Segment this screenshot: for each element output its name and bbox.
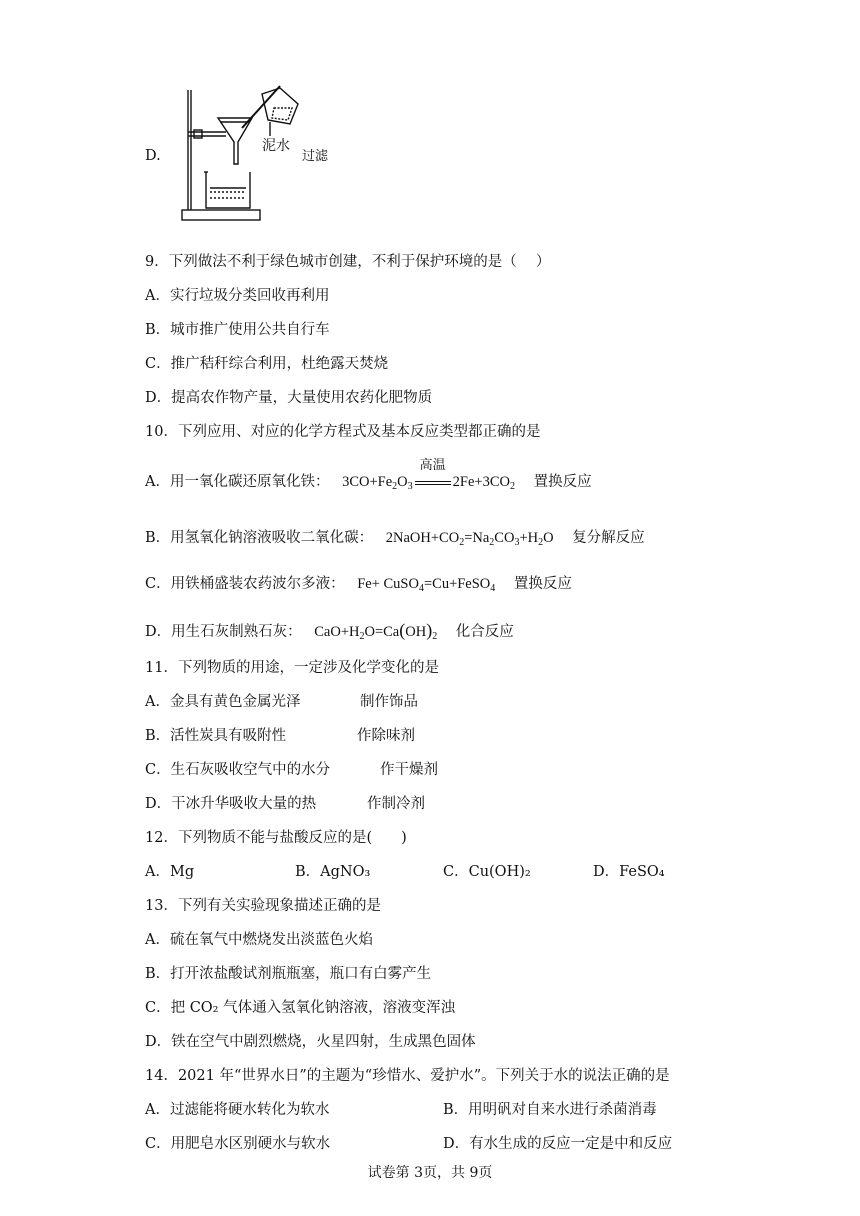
equation-c: Fe+ CuSO$_4$=Cu+FeSO$_4$ — [357, 576, 496, 594]
muddy-water-label: 泥水 — [262, 138, 290, 154]
q10-a-reaction-type: 置换反应 — [533, 474, 592, 490]
q10-option-a: A．用一氧化碳还原氧化铁： $3CO+Fe_2O_3$ 高温 $2Fe+3CO_2$ 置换反应 — [145, 457, 592, 492]
q9-option-a: A．实行垃圾分类回收再利用 — [145, 288, 330, 304]
q12-option-d: D．FeSO₄ — [593, 864, 665, 880]
q12-option-c: C．Cu(OH)₂ — [443, 864, 531, 880]
q13-stem: 13．下列有关实验现象描述正确的是 — [145, 898, 381, 914]
q14-option-b: B．用明矾对自来水进行杀菌消毒 — [443, 1102, 657, 1118]
funnel — [218, 118, 252, 164]
filtration-apparatus-diagram — [180, 84, 340, 226]
q9-stem: 9．下列做法不利于绿色城市创建，不利于保护环境的是（ ） — [145, 254, 551, 270]
q13-option-d: D．铁在空气中剧烈燃烧，火星四射，生成黑色固体 — [145, 1034, 476, 1050]
q12-option-b: B．AgNO₃ — [295, 864, 371, 880]
q14-stem: 14．2021 年“世界水日”的主题为“珍惜水、爱护水”。下列关于水的说法正确的是 — [145, 1068, 670, 1084]
q14-option-c: C．用肥皂水区别硬水与软水 — [145, 1136, 331, 1152]
q10-option-b: B．用氢氧化钠溶液吸收二氧化碳： $2NaOH+CO_2=Na_2CO_3+H_2O$ 复分解反应 — [145, 530, 645, 548]
q10-stem: 10．下列应用、对应的化学方程式及基本反应类型都正确的是 — [145, 424, 541, 440]
equation-a: $3CO+Fe_2O_3$ 高温 $2Fe+3CO_2$ — [342, 457, 515, 492]
q13-option-c: C．把 CO₂ 气体通入氢氧化钠溶液，溶液变浑浊 — [145, 1000, 456, 1016]
q13-option-b: B．打开浓盐酸试剂瓶瓶塞，瓶口有白雾产生 — [145, 966, 432, 982]
q14-option-d: D．有水生成的反应一定是中和反应 — [443, 1136, 673, 1152]
q9-option-b: B．城市推广使用公共自行车 — [145, 322, 330, 338]
q10-option-c: C．用铁桶盛装农药波尔多液： Fe+ CuSO$_4$=Cu+FeSO$_4$ 置换反应 — [145, 576, 572, 594]
page-footer: 试卷第 3页，共 9页 — [367, 1165, 493, 1181]
q12-option-a: A．Mg — [145, 864, 195, 880]
q11-stem: 11．下列物质的用途，一定涉及化学变化的是 — [145, 660, 439, 676]
equation-d: $CaO+H_2O=Ca(OH)_2$ — [314, 620, 438, 642]
q10-b-reaction-type: 复分解反应 — [572, 530, 645, 546]
q12-stem: 12．下列物质不能与盐酸反应的是( ) — [145, 830, 407, 846]
beaker — [206, 172, 250, 208]
equation-b: $2NaOH+CO_2=Na_2CO_3+H_2O$ — [385, 530, 554, 548]
q9-option-c: C．推广秸秆综合利用，杜绝露天焚烧 — [145, 356, 389, 372]
q13-option-a: A．硫在氧气中燃烧发出淡蓝色火焰 — [145, 932, 373, 948]
stand-base — [182, 210, 260, 220]
filtration-caption: 过滤 — [302, 149, 329, 164]
q14-option-a: A．过滤能将硬水转化为软水 — [145, 1102, 330, 1118]
q10-option-d: D．用生石灰制熟石灰： $CaO+H_2O=Ca(OH)_2$ 化合反应 — [145, 620, 514, 642]
q8-option-d-label: D. — [145, 148, 161, 164]
q10-d-reaction-type: 化合反应 — [455, 624, 514, 640]
q9-option-d: D．提高农作物产量，大量使用农药化肥物质 — [145, 390, 433, 406]
q10-c-reaction-type: 置换反应 — [513, 576, 572, 592]
